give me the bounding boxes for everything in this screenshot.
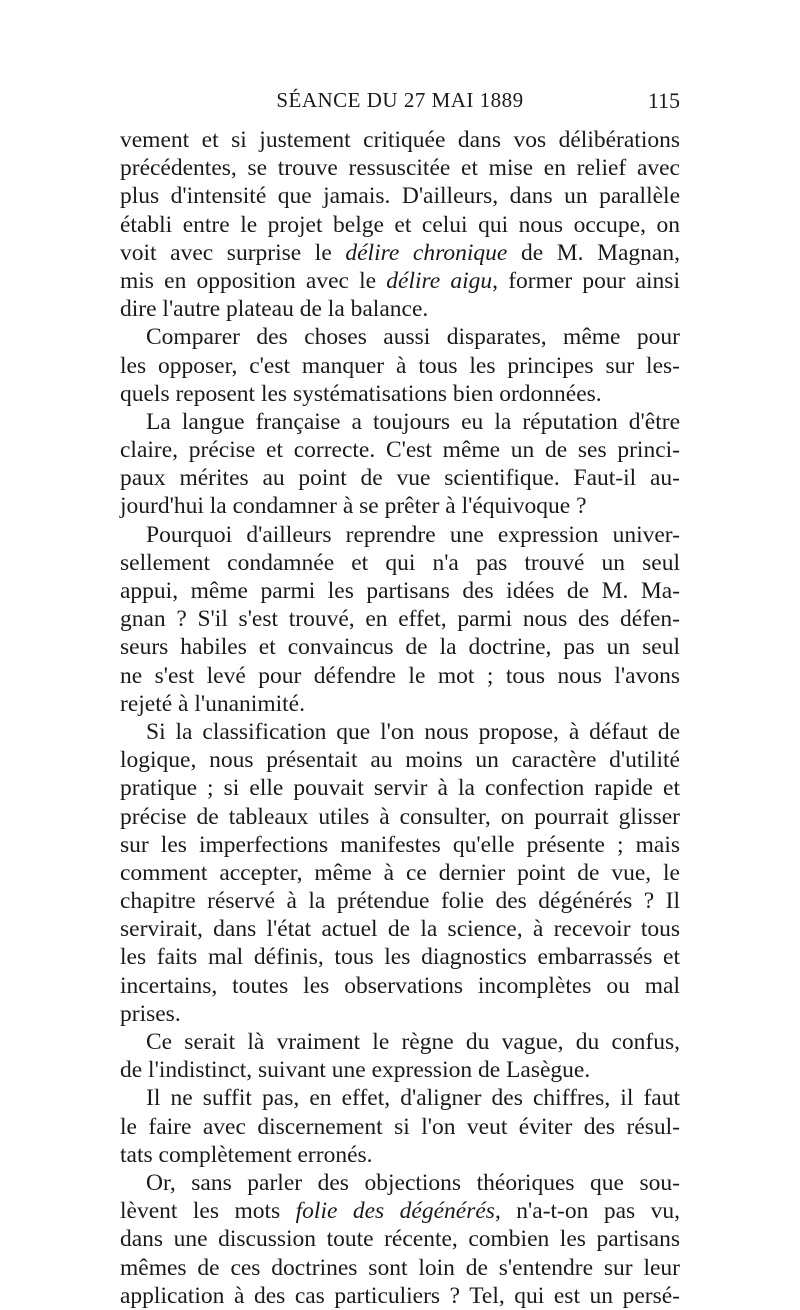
line-text: mis en opposition avec le [120,267,387,294]
text-line: servirait, dans l'état actuel de la science, à recevoir tous [120,916,680,943]
text-line: tats complètement erronés. [120,1141,373,1168]
page-header [120,88,680,122]
text-line: gnan ? S'il s'est trouvé, en effet, parmi nous des défen- [120,606,680,633]
text-line: précédentes, se trouve ressuscitée et mise en relief avec [120,155,680,182]
line-text: voit avec surprise le [120,239,346,266]
text-line: Or, sans parler des objections théoriques que sou- [146,1169,680,1196]
text-line: Comparer des choses aussi disparates, même pour [146,324,680,351]
text-line: vement et si justement critiquée dans vos délibérations [120,127,680,153]
page-number: 115 [647,88,680,113]
text-line: mêmes de ces doctrines sont loin de s'entendre sur leur [120,1254,680,1281]
text-line: incertains, toutes les observations incomplètes ou mal [120,972,680,999]
text-line: les faits mal définis, tous les diagnostics embarrassés et [120,944,680,971]
text-line: comment accepter, même à ce dernier point de vue, le [120,859,680,886]
text-line: chapitre réservé à la prétendue folie des dégénérés ? Il [120,888,680,915]
text-line: de l'indistinct, suivant une expression de Lasègue. [120,1057,591,1084]
text-line: le faire avec discernement si l'on veut éviter des résul- [120,1113,680,1140]
text-line: prises. [120,1000,181,1027]
text-line: sellement condamnée et qui n'a pas trouvé un seul [120,549,680,576]
running-title: SÉANCE DU 27 MAI 1889 [276,88,524,112]
line-text: , n'a-t-on pas vu, [494,1198,681,1225]
text-line: les opposer, c'est manquer à tous les principes sur les- [120,352,680,379]
text-line: précise de tableaux utiles à consulter, on pourrait glisser [120,803,680,830]
italic-term: folie des dégénérés [295,1198,495,1225]
text-line: quels reposent les systématisations bien ordonnées. [120,380,602,407]
text-line: ne s'est levé pour défendre le mot ; tous nous l'avons [120,662,680,689]
text-line: application à des cas particuliers ? Tel, qui est un persé- [120,1282,680,1309]
text-line: appui, même parmi les partisans des idées de M. Ma- [120,578,680,604]
text-line: Il ne suffit pas, en effet, d'aligner des chiffres, il faut [146,1085,680,1112]
text-line: sur les imperfections manifestes qu'elle présente ; mais [120,831,680,858]
italic-term: délire aigu [386,267,493,294]
text-line: logique, nous présentait au moins un caractère d'utilité [120,747,680,774]
text-line: Si la classification que l'on nous propose, à défaut de [146,718,680,745]
text-line: plus d'intensité que jamais. D'ailleurs, dans un parallèle [120,183,680,210]
text-line: pratique ; si elle pouvait servir à la confection rapide et [120,775,680,802]
text-line: établi entre le projet belge et celui qui nous occupe, on [120,211,680,238]
line-text: lèvent les mots [120,1198,296,1225]
text-line: jourd'hui la condamner à se prêter à l'équivoque ? [120,493,587,520]
text-line: paux mérites au point de vue scientifique. Faut-il au- [120,465,680,492]
text-line [120,1197,680,1225]
line-text: de M. Magnan, [507,239,680,266]
text-line: claire, précise et correcte. C'est même un de ses princi- [120,437,680,464]
text-line: Ce serait là vraiment le règne du vague, du confus, [146,1029,680,1055]
text-line [120,239,680,267]
text-line: dire l'autre plateau de la balance. [120,296,429,323]
body-text [120,126,680,1310]
text-line: La langue française a toujours eu la réputation d'être [146,408,680,435]
text-line: Pourquoi d'ailleurs reprendre une expression univer- [146,521,680,548]
text-line: dans une discussion toute récente, combien les partisans [120,1226,680,1253]
line-text: , former pour ainsi [492,267,680,294]
text-line: rejeté à l'unanimité. [120,690,305,717]
text-line [120,267,680,295]
text-line: seurs habiles et convaincus de la doctrine, pas un seul [120,634,680,661]
italic-term: délire chronique [345,239,508,266]
